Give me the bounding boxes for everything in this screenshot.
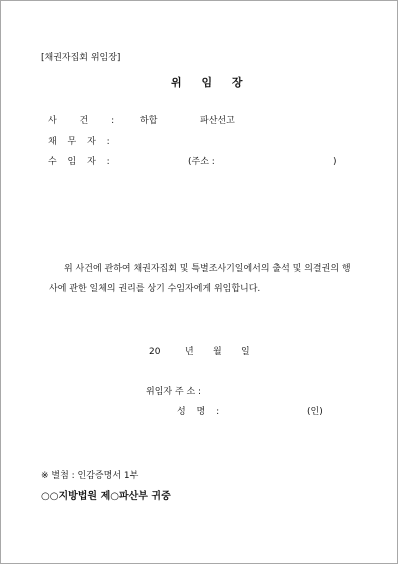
body-line-1: 위 사건에 관하여 채권자집회 및 특별조사기일에서의 출석 및 의결권의 행 [64,264,351,274]
document-heading: 위 임 장 [171,76,251,89]
case-type: 파산선고 [200,116,235,126]
date-month-unit: 월 [213,347,222,357]
debtor-label: 채 무 자 : [48,137,114,147]
attorney-address-label: (주소 : [188,157,215,167]
case-court: 하합 [140,116,158,126]
date-year-unit: 년 [185,347,194,357]
body-line-2: 사에 관한 일체의 권리를 상기 수임자에게 위임합니다. [49,284,261,294]
case-label: 사 건 : [48,116,115,126]
date-year: 20 [149,347,161,357]
form-title: [채권자집회 위임장] [41,53,121,63]
principal-name-label: 성 명 : [177,407,220,417]
court-addressee: ○○지방법원 제○파산부 귀중 [41,491,171,502]
date-day-unit: 일 [241,347,250,357]
principal-address-label: 위임자 주 소 : [146,387,202,397]
attorney-label: 수 임 자 : [48,157,114,167]
attachment-note: ※ 별첨 : 인감증명서 1부 [41,471,139,481]
seal-mark: (인) [307,407,323,417]
attorney-address-close: ) [333,157,337,167]
